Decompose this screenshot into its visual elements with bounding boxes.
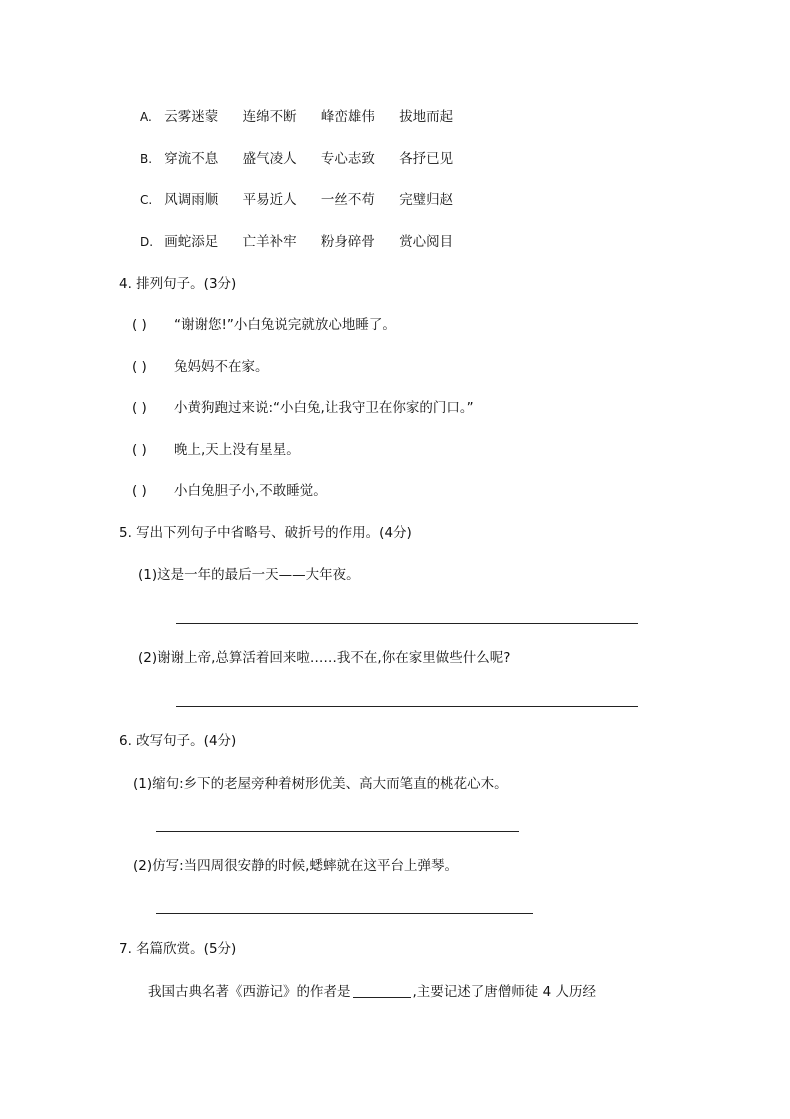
q4-item-text: 兔妈妈不在家。 (174, 359, 269, 375)
q5-title: 5. 写出下列句子中省略号、破折号的作用。(4分) (119, 525, 412, 541)
option-b (140, 150, 473, 168)
option-word: 平易近人 (242, 192, 297, 208)
answer-paren[interactable]: ( ) (132, 442, 147, 458)
q6-item-1: (1)缩句:乡下的老屋旁种着树形优美、高大而笔直的桃花心木。 (133, 776, 508, 792)
answer-paren[interactable]: ( ) (132, 483, 147, 499)
answer-paren[interactable]: ( ) (132, 400, 147, 416)
q4-item (132, 399, 474, 417)
option-word: 穿流不息 (164, 151, 219, 167)
q6-title: 6. 改写句子。(4分) (119, 733, 237, 749)
option-letter: B. (140, 152, 153, 166)
option-word: 峰峦雄伟 (320, 109, 375, 125)
q4-item-text: 小黄狗跑过来说:“小白兔,让我守卫在你家的门口。” (174, 400, 474, 416)
q7-title: 7. 名篇欣赏。(5分) (119, 941, 237, 957)
option-word: 连绵不断 (242, 109, 297, 125)
option-word: 赏心阅目 (399, 234, 454, 250)
answer-line[interactable] (156, 831, 519, 832)
q4-title: 4. 排列句子。(3分) (119, 276, 237, 292)
q7-paragraph (148, 983, 596, 1001)
option-word: 亡羊补牢 (242, 234, 297, 250)
option-word: 完璧归赵 (399, 192, 454, 208)
option-word: 拔地而起 (399, 109, 454, 125)
option-word: 一丝不苟 (320, 192, 375, 208)
q7-text-after: ,主要记述了唐僧师徒 4 人历经 (412, 984, 596, 1000)
option-word: 粉身碎骨 (320, 234, 375, 250)
q4-item-text: “谢谢您!”小白兔说完就放心地睡了。 (174, 317, 396, 333)
answer-paren[interactable]: ( ) (132, 359, 147, 375)
q7-text-before: 我国古典名著《西游记》的作者是 (148, 984, 351, 1000)
q6-item-2: (2)仿写:当四周很安静的时候,蟋蟀就在这平台上弹琴。 (133, 858, 458, 874)
answer-line[interactable] (176, 623, 638, 624)
option-letter: D. (140, 235, 154, 249)
answer-paren[interactable]: ( ) (132, 317, 147, 333)
option-d (140, 233, 473, 251)
option-c (140, 191, 473, 209)
option-letter: A. (140, 110, 152, 124)
option-word: 风调雨顺 (164, 192, 219, 208)
answer-line[interactable] (156, 913, 533, 914)
answer-line[interactable] (176, 706, 638, 707)
q4-item-text: 小白兔胆子小,不敢睡觉。 (174, 483, 327, 499)
option-word: 云雾迷蒙 (164, 109, 219, 125)
q4-item (132, 441, 300, 459)
option-a (140, 108, 473, 126)
option-word: 各抒已见 (399, 151, 454, 167)
option-letter: C. (140, 193, 153, 207)
fill-blank[interactable] (353, 983, 411, 998)
q4-item (132, 358, 269, 376)
q5-item-2: (2)谢谢上帝,总算活着回来啦……我不在,你在家里做些什么呢? (138, 650, 511, 666)
option-word: 画蛇添足 (164, 234, 219, 250)
q4-item-text: 晚上,天上没有星星。 (174, 442, 300, 458)
q4-item (132, 482, 327, 500)
option-word: 盛气凌人 (242, 151, 297, 167)
option-word: 专心志致 (320, 151, 375, 167)
q4-item (132, 316, 396, 334)
q5-item-1: (1)这是一年的最后一天——大年夜。 (138, 567, 360, 583)
